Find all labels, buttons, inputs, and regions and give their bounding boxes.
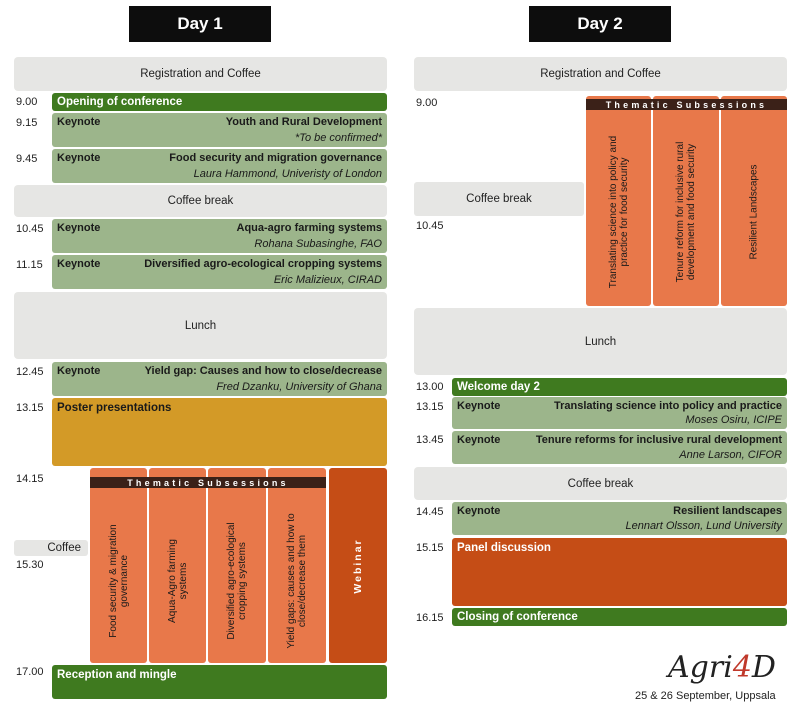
- day2-subsession-resilient: [721, 96, 787, 306]
- keynote-speaker: *To be confirmed*: [294, 132, 382, 144]
- day1-keynote-food-security: [52, 149, 387, 183]
- keynote-label: Keynote: [57, 116, 101, 128]
- time-label: 13.45: [416, 434, 444, 446]
- logo-text-agri: Agri: [668, 650, 733, 685]
- keynote-title: Tenure reforms for inclusive rural development: [535, 434, 782, 446]
- time-label: 9.45: [16, 153, 38, 165]
- time-label: 10.45: [416, 220, 444, 232]
- time-label: 10.45: [16, 223, 44, 235]
- time-label: 9.15: [16, 117, 38, 129]
- subsession-title: Translating science into policy and practice for food security: [607, 135, 630, 288]
- keynote-speaker: Eric Malizieux, CIRAD: [273, 274, 382, 286]
- keynote-title: Translating science into policy and practice: [553, 400, 782, 412]
- agri4d-logo: [668, 650, 776, 685]
- day1-subsession-aqua-agro: [149, 468, 206, 663]
- subsession-title: Yield gaps: causes and how to close/decrease them: [286, 513, 308, 649]
- day2-header: Day 2: [529, 6, 671, 42]
- keynote-label: Keynote: [57, 222, 101, 234]
- day2-keynote-resilient: [452, 502, 787, 535]
- keynote-title: Diversified agro-ecological cropping systems: [144, 258, 382, 270]
- keynote-title: Yield gap: Causes and how to close/decrease: [144, 365, 382, 377]
- time-label: 9.00: [416, 97, 438, 109]
- day2-keynote-tenure-reforms: [452, 431, 787, 464]
- keynote-speaker: Lennart Olsson, Lund University: [625, 520, 782, 532]
- webinar-label: Webinar: [352, 537, 364, 594]
- time-label: 14.15: [16, 473, 44, 485]
- day1-registration: Registration and Coffee: [14, 57, 387, 91]
- keynote-title: Youth and Rural Development: [225, 116, 382, 128]
- time-label: 15.30: [16, 559, 44, 571]
- logo-text-4: 4: [732, 650, 752, 685]
- time-label: 11.15: [16, 259, 43, 271]
- keynote-title: Resilient landscapes: [673, 505, 782, 517]
- day1-poster-presentations: Poster presentations: [52, 398, 387, 466]
- keynote-label: Keynote: [457, 505, 501, 517]
- day1-keynote-diversified: [52, 255, 387, 289]
- keynote-label: Keynote: [57, 365, 101, 377]
- day1-keynote-yield-gap: [52, 362, 387, 396]
- time-label: 13.00: [416, 381, 444, 393]
- subsession-title: Resilient Landscapes: [748, 163, 760, 260]
- day1-thematic-bar: Thematic Subsessions: [90, 477, 326, 488]
- keynote-speaker: Laura Hammond, Univeristy of London: [193, 168, 382, 180]
- day2-coffee-break-afternoon: Coffee break: [414, 467, 787, 500]
- keynote-label: Keynote: [57, 152, 101, 164]
- keynote-speaker: Fred Dzanku, University of Ghana: [216, 381, 382, 393]
- event-dates: 25 & 26 September, Uppsala: [635, 690, 776, 702]
- day1-subsession-food-security: [90, 468, 147, 663]
- time-label: 16.15: [416, 612, 444, 624]
- time-label: 15.15: [416, 542, 444, 554]
- keynote-title: Food security and migration governance: [169, 152, 382, 164]
- keynote-speaker: Moses Osiru, ICIPE: [685, 414, 782, 426]
- time-label: 12.45: [16, 366, 44, 378]
- time-label: 14.45: [416, 506, 444, 518]
- day1-opening: Opening of conference: [52, 93, 387, 111]
- keynote-speaker: Rohana Subasinghe, FAO: [254, 238, 382, 250]
- time-label: 17.00: [16, 666, 44, 678]
- day2-lunch: Lunch: [414, 308, 787, 375]
- day1-coffee: Coffee: [14, 540, 88, 556]
- day2-closing: Closing of conference: [452, 608, 787, 626]
- day1-subsession-diversified: [208, 468, 266, 663]
- day2-keynote-translating-science: [452, 397, 787, 429]
- subsession-title: Diversified agro-ecological cropping systems: [226, 522, 248, 640]
- subsession-title: Food security & migration governance: [107, 524, 130, 638]
- day2-coffee-break: Coffee break: [414, 182, 584, 216]
- day2-subsession-tenure-reform: [653, 96, 719, 306]
- keynote-speaker: Anne Larson, CIFOR: [679, 449, 782, 461]
- day1-header: Day 1: [129, 6, 271, 42]
- time-label: 13.15: [416, 401, 444, 413]
- keynote-label: Keynote: [457, 400, 501, 412]
- keynote-label: Keynote: [57, 258, 101, 270]
- keynote-label: Keynote: [457, 434, 501, 446]
- day1-keynote-aqua-agro: [52, 219, 387, 253]
- day2-subsession-translating-science: [586, 96, 651, 306]
- day2-registration: Registration and Coffee: [414, 57, 787, 91]
- subsession-title: Tenure reform for inclusive rural development and food security: [675, 141, 697, 282]
- day1-reception: Reception and mingle: [52, 665, 387, 699]
- day1-lunch: Lunch: [14, 292, 387, 359]
- day1-webinar: [329, 468, 387, 663]
- day2-welcome: Welcome day 2: [452, 378, 787, 396]
- day1-keynote-youth: [52, 113, 387, 147]
- subsession-title: Aqua-Agro farming systems: [166, 539, 189, 624]
- day2-panel-discussion: Panel discussion: [452, 538, 787, 606]
- keynote-title: Aqua-agro farming systems: [236, 222, 382, 234]
- time-label: 13.15: [16, 402, 44, 414]
- logo-text-d: D: [751, 650, 776, 685]
- day1-coffee-break: Coffee break: [14, 185, 387, 217]
- time-label: 9.00: [16, 96, 38, 108]
- day1-subsession-yield-gaps: [268, 468, 326, 663]
- day2-thematic-bar: Thematic Subsessions: [586, 99, 787, 110]
